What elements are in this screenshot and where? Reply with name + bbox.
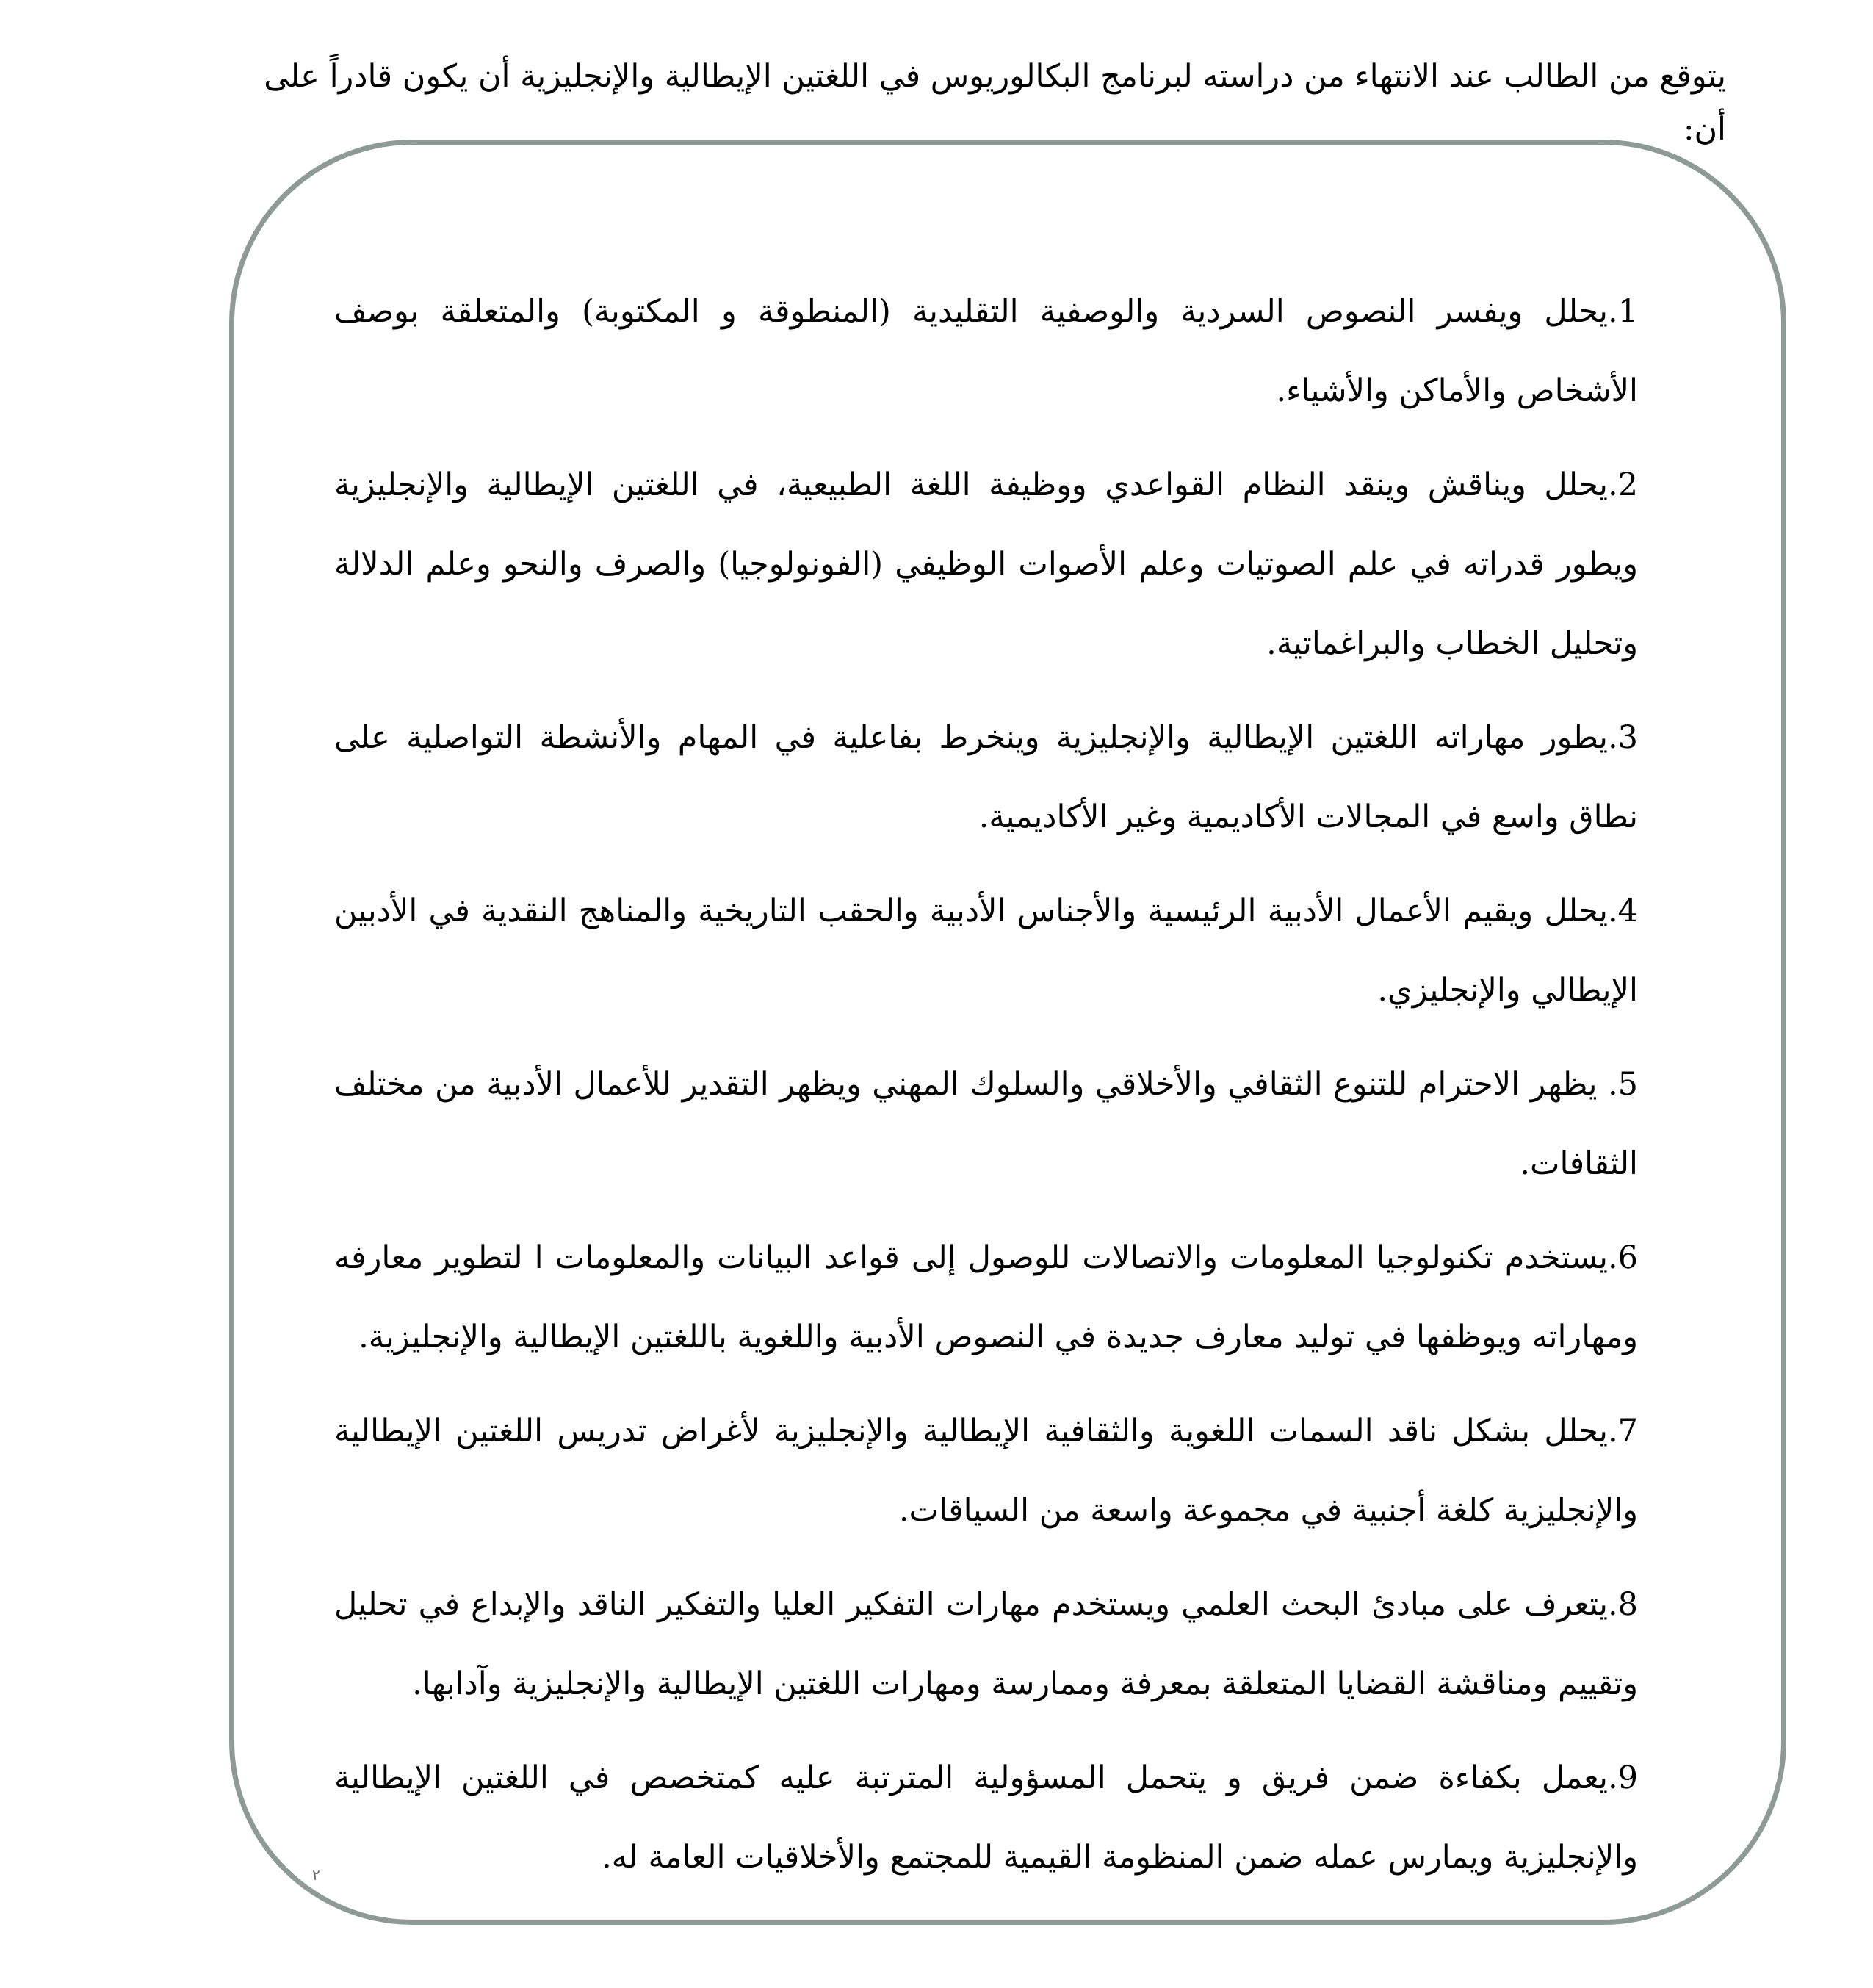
learning-outcomes-list (334, 272, 1638, 1912)
outcome-text: يتعرف على مبادئ البحث العلمي ويستخدم مهارات التفكير العليا والتفكير الناقد والإبداع في تحليل وتقييم ومناقشة القضايا المتعلقة بمعرفة وممارسة ومهارات اللغتين الإيطالية والإنجليزية وآدابها. (334, 1586, 1638, 1702)
page-mark: ٢ (312, 1866, 320, 1884)
list-item (334, 1391, 1638, 1550)
list-item (334, 1738, 1638, 1897)
outcome-text: يستخدم تكنولوجيا المعلومات والاتصالات للوصول إلى قواعد البيانات والمعلومات ا لتطوير معارفه ومهاراته ويوظفها في توليد معارف جديدة في النصوص الأدبية واللغوية باللغتين الإيطالية والإنجليزية. (334, 1239, 1638, 1355)
list-item (334, 1565, 1638, 1724)
list-item (334, 445, 1638, 683)
outcome-number: 5. (1607, 1066, 1638, 1103)
outcome-number: 6. (1607, 1239, 1638, 1276)
list-item (334, 871, 1638, 1030)
list-item (334, 272, 1638, 431)
list-item (334, 698, 1638, 857)
outcome-text: يظهر الاحترام للتنوع الثقافي والأخلاقي والسلوك المهني ويظهر التقدير للأعمال الأدبية من مختلف الثقافات. (334, 1066, 1638, 1182)
outcome-text: يطور مهاراته اللغتين الإيطالية والإنجليزية وينخرط بفاعلية في المهام والأنشطة التواصلية على نطاق واسع في المجالات الأكاديمية وغير الأكاديمية. (334, 719, 1638, 835)
outcome-number: 3. (1607, 719, 1638, 756)
outcome-number: 4. (1607, 893, 1638, 929)
outcome-number: 1. (1607, 293, 1638, 330)
list-item (334, 1045, 1638, 1203)
outcome-text: يحلل ويفسر النصوص السردية والوصفية التقليدية (المنطوقة و المكتوبة) والمتعلقة بوصف الأشخاص والأماكن والأشياء. (334, 293, 1638, 409)
outcome-text: يعمل بكفاءة ضمن فريق و يتحمل المسؤولية المترتبة عليه كمتخصص في اللغتين الإيطالية والإنجليزية ويمارس عمله ضمن المنظومة القيمية للمجتمع والأخلاقيات العامة له. (334, 1760, 1638, 1876)
outcome-text: يحلل ويناقش وينقد النظام القواعدي ووظيفة اللغة الطبيعية، في اللغتين الإيطالية والإنجليزية ويطور قدراته في علم الصوتيات وعلم الأصوات الوظيفي (الفونولوجيا) والصرف والنحو وعلم الدلالة وتحليل الخطاب والبراغماتية. (334, 467, 1638, 662)
outcome-text: يحلل بشكل ناقد السمات اللغوية والثقافية الإيطالية والإنجليزية لأغراض تدريس اللغتين الإيطالية والإنجليزية كلغة أجنبية في مجموعة واسعة من السياقات. (334, 1413, 1638, 1529)
outcome-number: 7. (1607, 1413, 1638, 1449)
outcome-number: 9. (1607, 1760, 1638, 1796)
outcome-text: يحلل ويقيم الأعمال الأدبية الرئيسية والأجناس الأدبية والحقب التاريخية والمناهج النقدية في الأدبين الإيطالي والإنجليزي. (334, 893, 1638, 1009)
intro-sentence: يتوقع من الطالب عند الانتهاء من دراسته لبرنامج البكالوريوس في اللغتين الإيطالية والإنجليزية أن يكون قادراً على أن: (264, 58, 1726, 148)
outcome-number: 2. (1607, 467, 1638, 503)
outcome-number: 8. (1607, 1586, 1638, 1623)
list-item (334, 1218, 1638, 1377)
